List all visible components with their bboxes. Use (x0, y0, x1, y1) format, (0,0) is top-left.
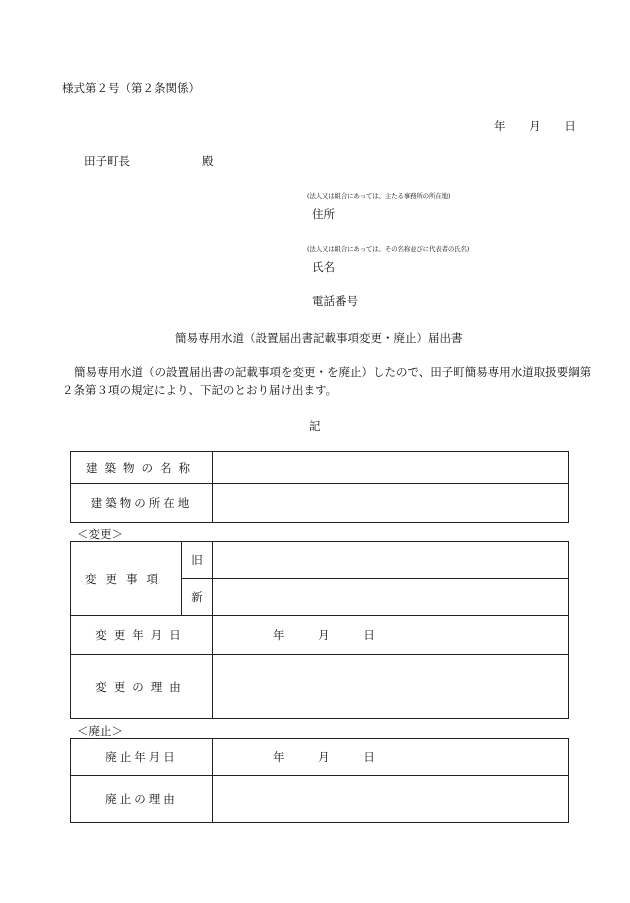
document-title: 簡易専用水道（設置届出書記載事項変更・廃止）届出書 (175, 331, 463, 345)
change-heading: ＜変更＞ (77, 527, 123, 541)
name-label: 氏名 (312, 260, 335, 274)
change-reason-label: 変更の理由 (71, 655, 213, 719)
building-location-label: 建築物の所在地 (71, 484, 213, 523)
change-items-label: 変更事項 (71, 542, 182, 616)
building-table (70, 451, 569, 523)
abolish-month: 月 (318, 750, 330, 764)
change-reason-field[interactable] (213, 655, 569, 719)
abolish-reason-label: 廃止の理由 (71, 776, 213, 823)
form-number: 様式第２号（第２条関係） (62, 81, 200, 95)
abolish-date-label: 廃止年月日 (71, 739, 213, 776)
body-line-2: ２条第３項の規定により、下記のとおり届け出ます。 (62, 383, 338, 397)
new-field[interactable] (213, 579, 569, 616)
abolish-year: 年 (273, 750, 285, 764)
abolish-table (70, 738, 569, 823)
phone-label: 電話番号 (312, 294, 358, 308)
change-date-field[interactable] (213, 616, 569, 655)
submission-date (494, 118, 576, 134)
day-label: 日 (564, 119, 576, 133)
addressee-name: 田子町長 (84, 154, 130, 168)
building-name-label: 建築物の名称 (71, 452, 213, 484)
change-year: 年 (273, 628, 285, 642)
abolish-heading: ＜廃止＞ (77, 724, 123, 738)
building-location-field[interactable] (213, 484, 569, 523)
change-table (70, 541, 569, 719)
change-month: 月 (318, 628, 330, 642)
address-label: 住所 (312, 207, 335, 221)
new-label: 新 (182, 579, 213, 616)
old-label: 旧 (182, 542, 213, 579)
abolish-date-field[interactable] (213, 739, 569, 776)
building-name-field[interactable] (213, 452, 569, 484)
address-note: (法人又は組合にあっては、主たる事務所の所在地) (307, 192, 451, 200)
change-date-label: 変更年月日 (71, 616, 213, 655)
addressee-honorific: 殿 (202, 154, 214, 168)
abolish-day: 日 (363, 750, 375, 764)
ki-label: 記 (309, 419, 321, 433)
old-field[interactable] (213, 542, 569, 579)
name-note: (法人又は組合にあっては、その名称並びに代表者の氏名) (307, 245, 470, 253)
abolish-reason-field[interactable] (213, 776, 569, 823)
month-label: 月 (529, 119, 541, 133)
change-day: 日 (363, 628, 375, 642)
year-label: 年 (494, 119, 506, 133)
body-line-1: 簡易専用水道（の設置届出書の記載事項を変更・を廃止）したので、田子町簡易専用水道取扱要綱第 (74, 365, 592, 379)
